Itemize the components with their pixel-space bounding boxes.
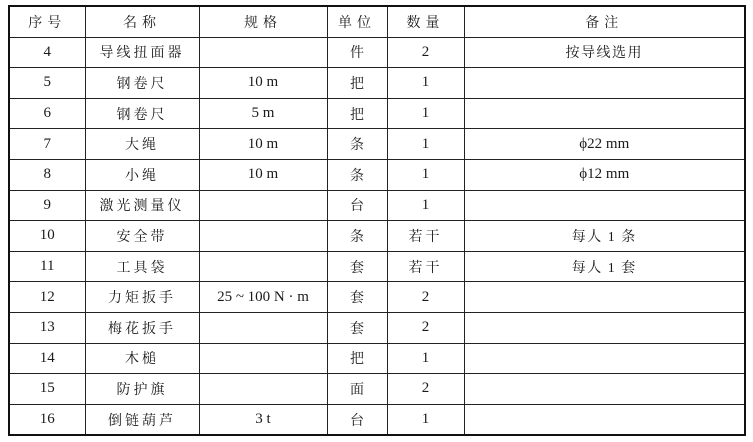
- cell-note: [464, 404, 745, 435]
- cell-qty: 1: [387, 404, 464, 435]
- cell-spec: [199, 37, 327, 68]
- cell-spec: [199, 251, 327, 282]
- cell-unit: 套: [327, 251, 387, 282]
- cell-note: [464, 374, 745, 405]
- cell-name: 大绳: [85, 129, 199, 160]
- cell-qty: 若干: [387, 251, 464, 282]
- cell-no: 7: [9, 129, 85, 160]
- cell-qty: 1: [387, 190, 464, 221]
- cell-unit: 把: [327, 343, 387, 374]
- table-row: [9, 221, 745, 252]
- cell-name: 木槌: [85, 343, 199, 374]
- cell-qty: 2: [387, 37, 464, 68]
- cell-no: 12: [9, 282, 85, 313]
- cell-note: ϕ22 mm: [464, 129, 745, 160]
- cell-no: 9: [9, 190, 85, 221]
- header-qty: 数量: [387, 6, 464, 37]
- cell-no: 14: [9, 343, 85, 374]
- cell-name: 钢卷尺: [85, 68, 199, 99]
- header-unit: 单位: [327, 6, 387, 37]
- cell-name: 安全带: [85, 221, 199, 252]
- cell-unit: 条: [327, 221, 387, 252]
- cell-note: [464, 343, 745, 374]
- cell-no: 16: [9, 404, 85, 435]
- cell-no: 6: [9, 98, 85, 129]
- cell-no: 4: [9, 37, 85, 68]
- header-note: 备注: [464, 6, 745, 37]
- cell-qty: 1: [387, 68, 464, 99]
- cell-spec: [199, 190, 327, 221]
- cell-unit: 把: [327, 98, 387, 129]
- table-row: [9, 68, 745, 99]
- cell-no: 8: [9, 159, 85, 190]
- table-row: [9, 190, 745, 221]
- cell-note: 按导线选用: [464, 37, 745, 68]
- cell-unit: 面: [327, 374, 387, 405]
- table-row: [9, 282, 745, 313]
- cell-qty: 若干: [387, 221, 464, 252]
- cell-spec: [199, 374, 327, 405]
- cell-unit: 台: [327, 404, 387, 435]
- cell-qty: 1: [387, 129, 464, 160]
- cell-note: [464, 98, 745, 129]
- cell-unit: 套: [327, 282, 387, 313]
- cell-unit: 台: [327, 190, 387, 221]
- table-row: [9, 404, 745, 435]
- cell-name: 力矩扳手: [85, 282, 199, 313]
- cell-no: 5: [9, 68, 85, 99]
- cell-note: [464, 282, 745, 313]
- cell-spec: 5 m: [199, 98, 327, 129]
- cell-unit: 把: [327, 68, 387, 99]
- cell-note: ϕ12 mm: [464, 159, 745, 190]
- cell-name: 工具袋: [85, 251, 199, 282]
- cell-name: 梅花扳手: [85, 312, 199, 343]
- header-spec: 规格: [199, 6, 327, 37]
- cell-no: 10: [9, 221, 85, 252]
- cell-note: [464, 68, 745, 99]
- cell-name: 钢卷尺: [85, 98, 199, 129]
- cell-unit: 件: [327, 37, 387, 68]
- cell-qty: 1: [387, 159, 464, 190]
- cell-qty: 2: [387, 312, 464, 343]
- table-row: [9, 312, 745, 343]
- cell-spec: [199, 343, 327, 374]
- cell-spec: 25 ~ 100 N · m: [199, 282, 327, 313]
- table-row: [9, 129, 745, 160]
- cell-name: 倒链葫芦: [85, 404, 199, 435]
- cell-no: 15: [9, 374, 85, 405]
- cell-note: 每人 1 套: [464, 251, 745, 282]
- tools-table: [8, 5, 746, 436]
- cell-no: 11: [9, 251, 85, 282]
- table-row: [9, 343, 745, 374]
- header-name: 名称: [85, 6, 199, 37]
- cell-spec: 10 m: [199, 68, 327, 99]
- cell-spec: 10 m: [199, 129, 327, 160]
- cell-qty: 2: [387, 282, 464, 313]
- cell-qty: 2: [387, 374, 464, 405]
- cell-no: 13: [9, 312, 85, 343]
- cell-note: 每人 1 条: [464, 221, 745, 252]
- table-row: [9, 251, 745, 282]
- cell-name: 激光测量仪: [85, 190, 199, 221]
- cell-note: [464, 190, 745, 221]
- table-row: [9, 37, 745, 68]
- cell-name: 防护旗: [85, 374, 199, 405]
- cell-name: 导线扭面器: [85, 37, 199, 68]
- cell-unit: 套: [327, 312, 387, 343]
- cell-name: 小绳: [85, 159, 199, 190]
- cell-spec: [199, 221, 327, 252]
- header-row: [9, 6, 745, 37]
- header-no: 序号: [9, 6, 85, 37]
- cell-spec: [199, 312, 327, 343]
- cell-spec: 10 m: [199, 159, 327, 190]
- cell-unit: 条: [327, 129, 387, 160]
- cell-unit: 条: [327, 159, 387, 190]
- cell-note: [464, 312, 745, 343]
- table-row: [9, 159, 745, 190]
- cell-qty: 1: [387, 98, 464, 129]
- cell-spec: 3 t: [199, 404, 327, 435]
- cell-qty: 1: [387, 343, 464, 374]
- table-row: [9, 98, 745, 129]
- table-row: [9, 374, 745, 405]
